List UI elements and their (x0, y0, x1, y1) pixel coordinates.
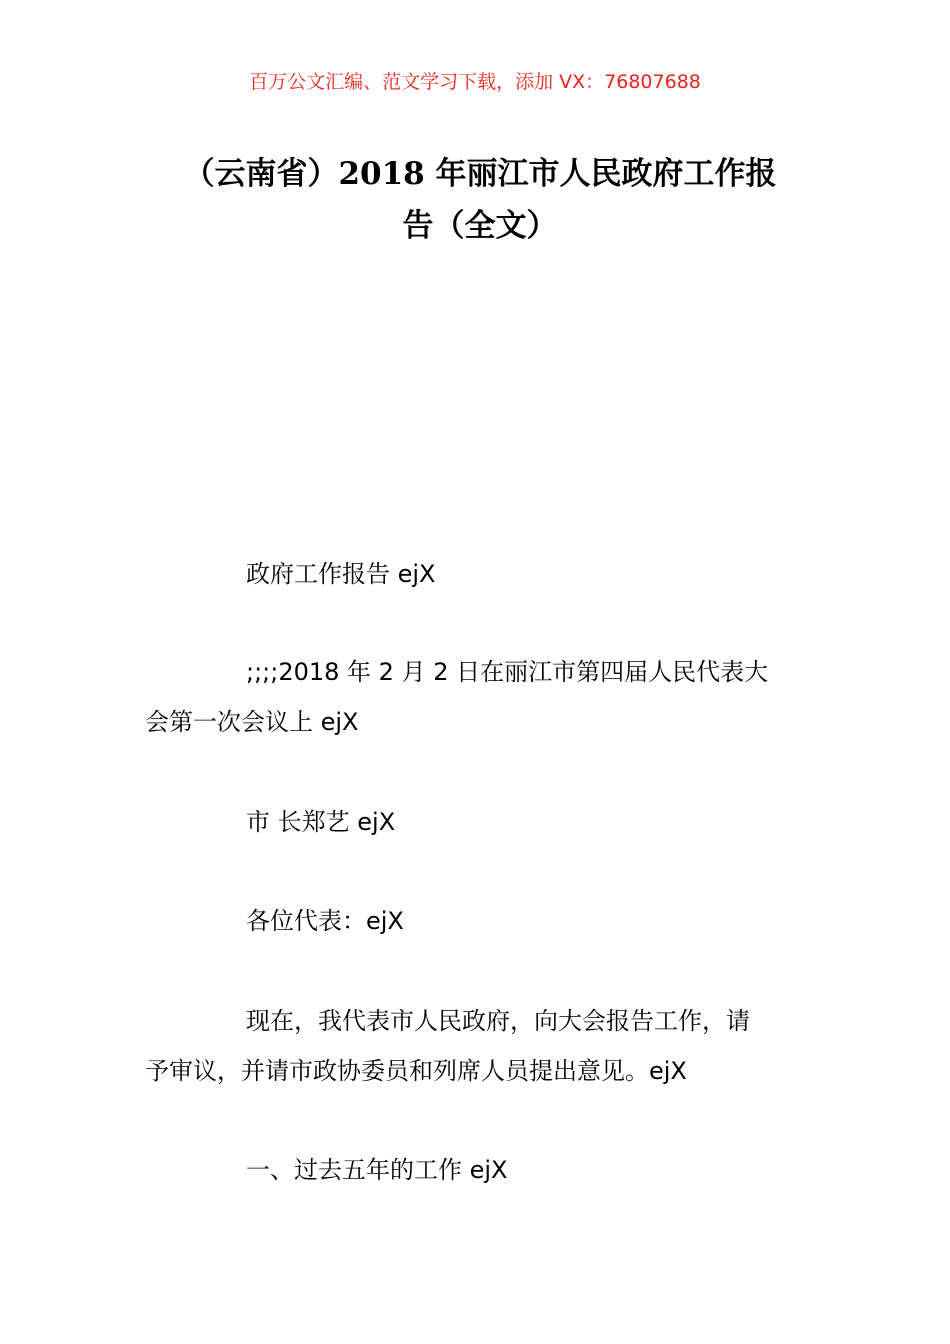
title-line-1: （云南省）2018 年丽江市人民政府工作报 (183, 156, 777, 192)
paragraph-text-line-2: 会第一次会议上 ejX (145, 708, 359, 736)
document-title (150, 148, 810, 252)
title-line-2: 告（全文） (402, 208, 558, 244)
paragraph-text-line-2: 予审议，并请市政协委员和列席人员提出意见。ejX (145, 1057, 687, 1085)
paragraph-text: 市 长郑艺 ejX (246, 808, 396, 836)
paragraph-intro (145, 996, 810, 1096)
paragraph-report-heading (145, 549, 810, 599)
paragraph-text: 政府工作报告 ejX (246, 560, 436, 588)
paragraph-mayor (145, 797, 810, 847)
paragraph-text: 各位代表：ejX (246, 907, 404, 935)
paragraph-meeting-date (145, 647, 810, 747)
paragraph-salutation (145, 896, 810, 946)
header-note: 百万公文汇编、范文学习下载，添加 VX：76807688 (249, 71, 701, 93)
paragraph-text-line-1: 现在，我代表市人民政府，向大会报告工作，请 (246, 1007, 750, 1035)
paragraph-text-line-1: ;;;;2018 年 2 月 2 日在丽江市第四届人民代表大 (246, 658, 769, 686)
section-heading-text: 一、过去五年的工作 ejX (246, 1156, 508, 1184)
section-heading (145, 1145, 810, 1195)
